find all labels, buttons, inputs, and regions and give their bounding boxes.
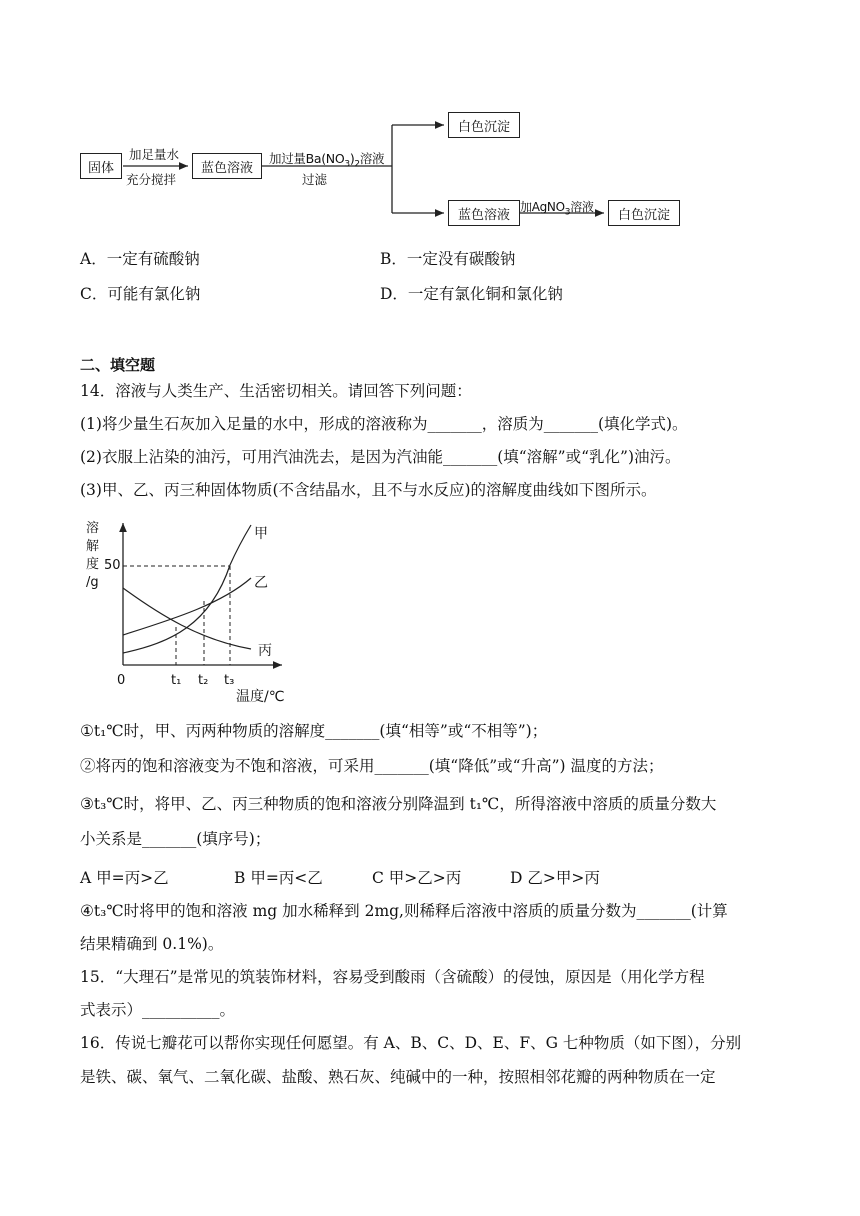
q14-part3: (3)甲、乙、丙三种固体物质(不含结晶水，且不与水反应)的溶解度曲线如下图所示。 [80,481,657,499]
y-axis-label: 溶 解 度 /g [86,521,100,590]
q14-sub3-option-a: A 甲=丙>乙 [80,869,169,887]
curve-jia [123,525,251,653]
q16-line1: 16．传说七瓣花可以帮你实现任何愿望。有 A、B、C、D、E、F、G 七种物质（如下图），分别 [80,1034,742,1052]
x-tick-t1: t₁ [171,673,182,688]
box-blue-solution-2: 蓝色溶液 [448,200,520,226]
label-filter: 过滤 [302,172,328,187]
label-stir: 充分搅拌 [126,172,177,187]
q14-sub3-option-d: D 乙>甲>丙 [510,869,600,887]
q15-line2: 式表示）__________。 [80,1001,236,1019]
q13-option-b: B．一定没有碳酸钠 [380,250,516,268]
q15-line1: 15．“大理石”是常见的筑装饰材料，容易受到酸雨（含硫酸）的侵蚀，原因是（用化学方程 [80,968,705,986]
box-solid: 固体 [80,153,122,179]
q13-option-c: C．可能有氯化钠 [80,285,201,303]
q16-line2: 是铁、碳、氧气、二氧化碳、盐酸、熟石灰、纯碱中的一种，按照相邻花瓣的两种物质在一定 [80,1068,716,1086]
q13-option-a: A．一定有硫酸钠 [80,250,200,268]
q14-part1: (1)将少量生石灰加入足量的水中，形成的溶液称为_______，溶质为_______(填化学式)。 [80,415,688,433]
curve-bing [123,588,251,649]
box-white-precipitate-2: 白色沉淀 [608,200,680,226]
origin-label: 0 [117,673,126,688]
x-tick-t3: t₃ [224,673,235,688]
q14-sub4-line2: 结果精确到 0.1%)。 [80,935,224,953]
y-tick-50: 50 [104,558,121,573]
box-white-precipitate-1: 白色沉淀 [448,112,520,138]
series-label-jia: 甲 [254,526,268,542]
label-add-silver-nitrate: 加AgNO$_3$溶液 [520,200,594,218]
q14-sub3-line2: 小关系是_______(填序号)； [80,830,271,848]
q14-stem: 14．溶液与人类生产、生活密切相关。请回答下列问题： [80,382,472,400]
solubility-curves [80,515,300,705]
q14-part2: (2)衣服上沾染的油污，可用汽油洗去，是因为汽油能_______(填“溶解”或“乳化”)油污。 [80,448,681,466]
series-label-bing: 丙 [258,643,272,659]
flow-arrows [0,0,860,240]
q14-sub3-line1: ③t₃℃时，将甲、乙、丙三种物质的饱和溶液分别降温到 t₁℃，所得溶液中溶质的质量分数大 [80,795,717,813]
q14-sub3-option-b: B 甲=丙<乙 [234,869,323,887]
q13-option-d: D．一定有氯化铜和氯化钠 [380,285,563,303]
section-title: 二、填空题 [80,356,156,374]
q14-sub2: ②将丙的饱和溶液变为不饱和溶液，可采用_______(填“降低”或“升高”) 温度的方法； [80,757,664,775]
label-add-water: 加足量水 [129,147,180,162]
x-tick-t2: t₂ [198,673,209,688]
series-label-yi: 乙 [254,575,268,591]
q14-sub4-line1: ④t₃℃时将甲的饱和溶液 mg 加水稀释到 2mg,则稀释后溶液中溶质的质量分数为_______(计算 [80,902,728,920]
x-axis-label: 温度/℃ [236,689,285,705]
curve-yi [123,578,251,635]
q14-sub3-option-c: C 甲>乙>丙 [372,869,462,887]
q14-sub1: ①t₁℃时，甲、丙两种物质的溶解度_______(填“相等”或“不相等”)； [80,722,548,740]
label-add-barium-nitrate: 加过量$Ba(NO_3)_2$溶液 [269,151,385,170]
box-blue-solution-1: 蓝色溶液 [192,153,262,179]
